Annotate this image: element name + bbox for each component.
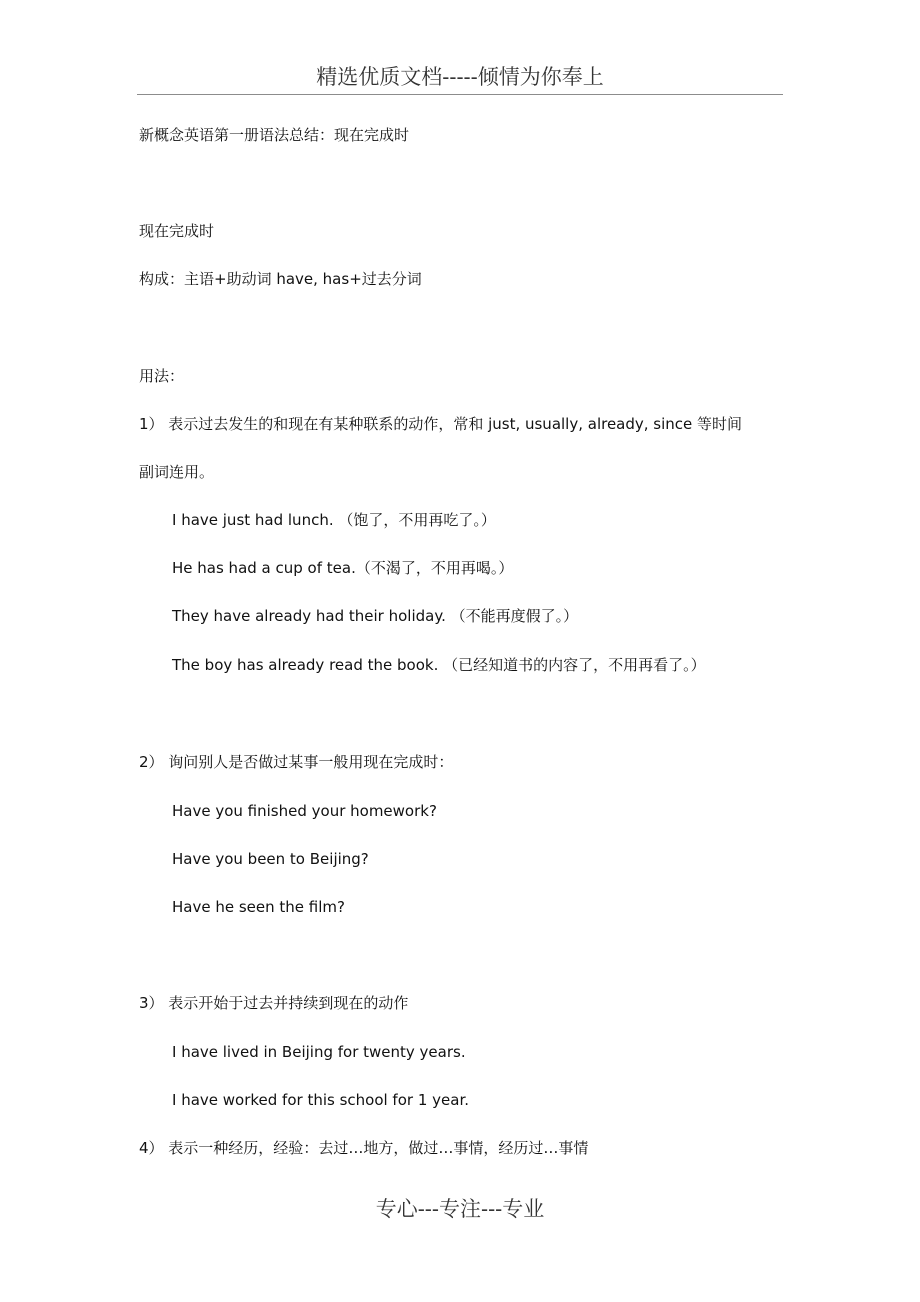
page-footer: 专心---专注---专业 [375,1197,545,1221]
usage-1-line-2: 副词连用。 [139,463,215,481]
usage-3-line-1: 3） 表示开始于过去并持续到现在的动作 [139,994,409,1012]
page-header: 精选优质文档-----倾情为你奉上 [316,65,604,89]
example-sentence: Have he seen the film? [172,898,345,916]
example-sentence: He has had a cup of tea.（不渴了，不用再喝。） [172,559,514,577]
usage-label: 用法： [139,367,185,385]
header-divider [137,94,783,95]
document-title: 新概念英语第一册语法总结：现在完成时 [139,126,410,144]
example-sentence: Have you finished your homework? [172,802,437,820]
example-sentence: They have already had their holiday. （不能再度假了。） [172,607,579,625]
example-sentence: Have you been to Beijing? [172,850,369,868]
example-sentence: I have just had lunch. （饱了，不用再吃了。） [172,511,496,529]
structure-text: 构成：主语+助动词 have, has+过去分词 [139,270,422,288]
section-heading: 现在完成时 [139,222,215,240]
example-sentence: I have lived in Beijing for twenty years. [172,1043,466,1061]
usage-1-line-1: 1） 表示过去发生的和现在有某种联系的动作，常和 just, usually, already, since 等时间 [139,415,743,433]
usage-4-line-1: 4） 表示一种经历，经验：去过…地方，做过…事情，经历过…事情 [139,1139,589,1157]
example-sentence: The boy has already read the book. （已经知道书的内容了，不用再看了。） [172,656,706,674]
usage-2-line-1: 2） 询问别人是否做过某事一般用现在完成时： [139,753,454,771]
example-sentence: I have worked for this school for 1 year. [172,1091,469,1109]
